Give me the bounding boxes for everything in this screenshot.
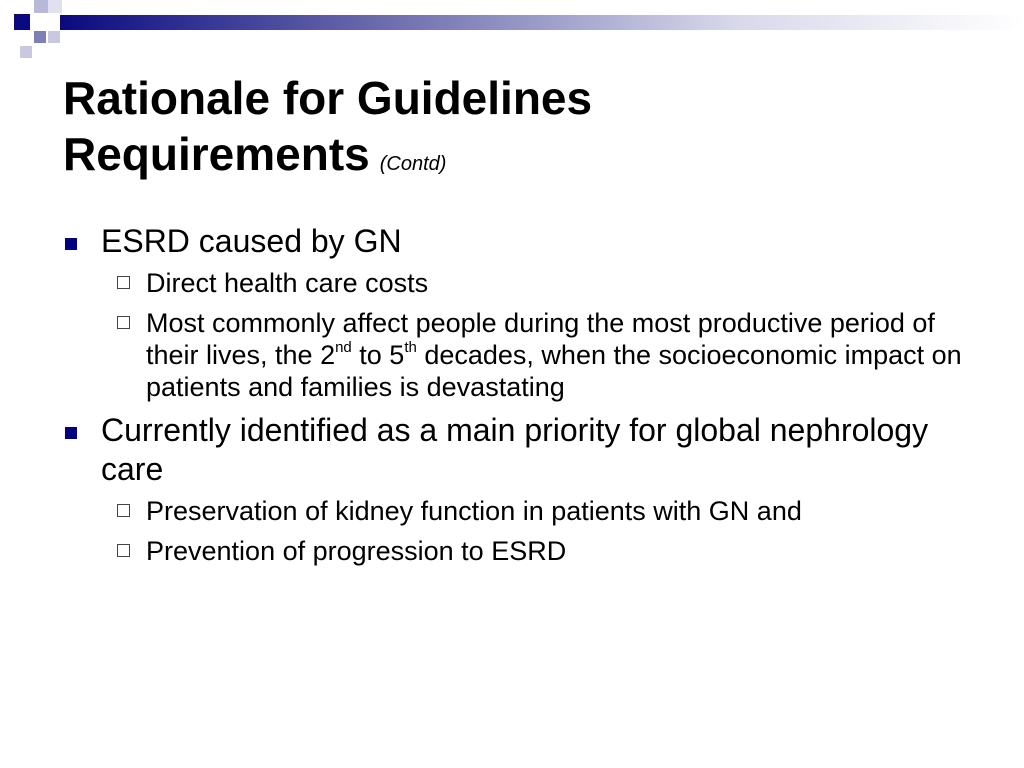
sub-bullet-item — [63, 535, 993, 567]
sub-bullet-text-part: to 5 — [351, 340, 405, 370]
sub-bullet-text-part: Most commonly affect people during the most productive period of their lives, the 2 — [146, 308, 935, 370]
square-bullet-icon — [65, 238, 77, 250]
hollow-square-bullet-icon — [117, 316, 130, 329]
hollow-square-bullet-icon — [117, 504, 130, 517]
title-line-2 — [63, 126, 592, 192]
bullet-item — [63, 411, 993, 489]
sub-bullet-item — [63, 267, 993, 299]
title-line-1: Rationale for Guidelines — [63, 72, 593, 124]
header-decoration — [0, 0, 1024, 60]
bullet-text: ESRD caused by GN — [101, 223, 402, 259]
sub-bullet-text-part: decades, when the socioeconomic impact on patients and families is devastating — [146, 340, 962, 402]
sub-bullet-item — [63, 307, 993, 403]
superscript: th — [404, 339, 417, 356]
title-line-2-text: Requirements — [63, 128, 370, 180]
sub-bullet-text: Preservation of kidney function in patients with GN and — [146, 496, 802, 526]
title-suffix: (Contd) — [379, 153, 447, 175]
sub-bullet-text — [146, 308, 962, 402]
header-gradient-bar — [0, 0, 1024, 60]
sub-bullet-item — [63, 495, 993, 527]
sub-bullet-text: Prevention of progression to ESRD — [146, 536, 567, 566]
square-bullet-icon — [65, 427, 77, 439]
slide-body — [63, 222, 993, 575]
bullet-item — [63, 222, 993, 261]
slide-title — [63, 70, 592, 192]
sub-bullet-text: Direct health care costs — [146, 268, 429, 298]
hollow-square-bullet-icon — [117, 276, 130, 289]
superscript: nd — [335, 339, 352, 356]
bullet-text: Currently identified as a main priority for global nephrology care — [101, 412, 929, 487]
hollow-square-bullet-icon — [117, 544, 130, 557]
